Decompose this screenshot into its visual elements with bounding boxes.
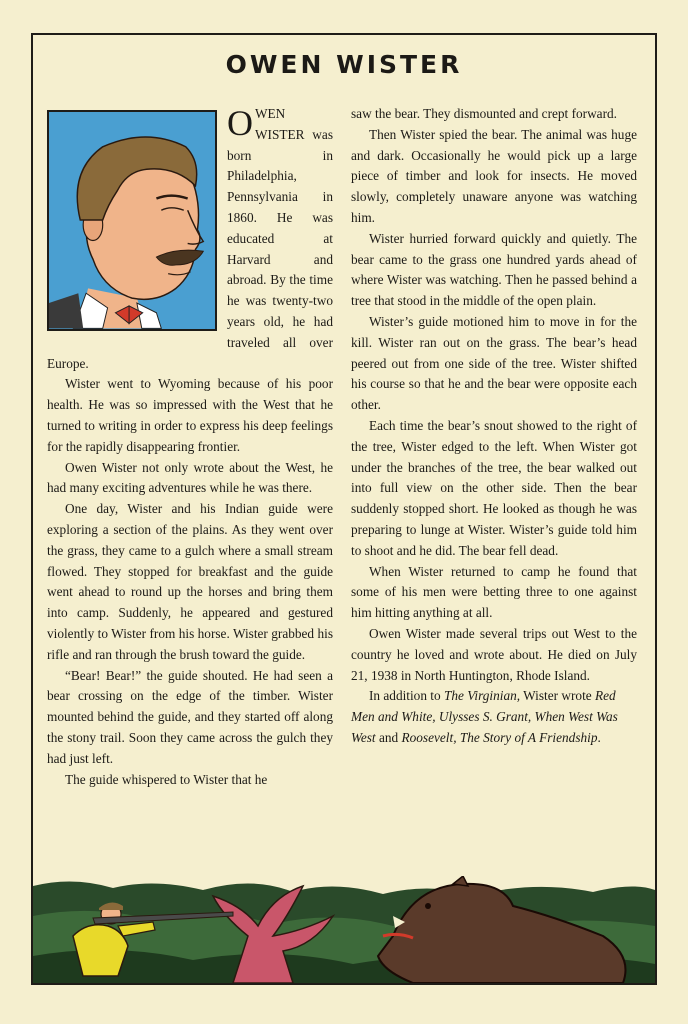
body-paragraph: The guide whispered to Wister that he	[65, 771, 268, 787]
portrait-image	[47, 110, 217, 331]
page-title: OWEN WISTER	[225, 50, 463, 79]
book-title: Roosevelt, The Story of A Friendship	[401, 729, 598, 745]
body-paragraph: When Wister returned to camp he found that some of his men were betting three to one against him hitting anything at all.	[351, 563, 637, 621]
body-paragraph: Wister went to Wyoming because of his poor health. He was so impressed with the West that he turned to writing in order to express his deep feelings for the rapidly disappearing frontier.	[47, 376, 333, 454]
final-connector: Wister wrote	[520, 688, 595, 704]
drop-cap: O	[227, 103, 253, 143]
body-paragraph: Owen Wister not only wrote about the West, he had many exciting adventures while he was there.	[47, 459, 333, 496]
body-paragraph: “Bear! Bear!” the guide shouted. He had seen a bear crossing on the edge of the timber. Wister mounted behind the guide, and they started off along the stony trail. Soon they came across the gulch they had just left.	[47, 667, 333, 766]
hunter-bear-illustration	[33, 876, 655, 983]
body-paragraph: Owen Wister made several trips out West to the country he loved and wrote about. He died on July 21, 1938 in North Huntington, Rhode Island.	[351, 625, 637, 683]
right-column	[351, 104, 637, 749]
final-suffix: .	[597, 729, 601, 745]
continued-paragraph: saw the bear. They dismounted and crept forward.	[351, 106, 617, 121]
final-connector: and	[375, 729, 402, 745]
left-column	[47, 104, 333, 790]
final-prefix: In addition to	[369, 688, 444, 704]
body-paragraph: Wister’s guide motioned him to move in for the kill. Wister ran out on the grass. The bear’s head peered out from one side of the tree. Wister shifted his course so that he and the bear were opposite each other.	[351, 313, 637, 413]
body-paragraph: One day, Wister and his Indian guide were exploring a section of the plains. As they went over the grass, they came to a gulch where a small stream flowed. They stopped for breakfast and the guide went ahead to round up the horses and bring them into camp. Suddenly, he appeared and gestured violently to Wister from his horse. Wister grabbed his rifle and ran through the brush toward the guide.	[47, 501, 333, 662]
book-title: The Virginian,	[443, 688, 521, 704]
body-paragraph: Wister hurried forward quickly and quietly. The bear came to the grass one hundred yards ahead of where Wister was watching. Then he passed behind a tree that stood in the middle of the open plain.	[351, 230, 637, 309]
body-paragraph: Then Wister spied the bear. The animal was huge and dark. Occasionally he would pick up a large piece of timber and look for insects. He moved slowly, completely unaware anyone was watching him.	[351, 126, 637, 225]
intro-text: WEN WISTER was born in Philadelphia, Pennsylvania in 1860. He was educated at Harvard and abroad. By the time he was twenty-two years old, he had traveled all over Europe.	[47, 106, 333, 371]
book-title: Red Men and White, Ulysses S. Grant, When West Was West	[351, 688, 618, 745]
final-paragraph	[351, 686, 637, 748]
hunter-and-bear-scene-icon	[33, 876, 655, 983]
body-paragraph: Each time the bear’s snout showed to the right of the tree, Wister edged to the left. When Wister got under the branches of the tree, the bear walked out into full view on the other side. Then the bear suddenly stopped short. He looked as though he was preparing to lunge at Wister. Wister’s guide told him to shoot and he did. The bear fell dead.	[351, 417, 637, 558]
portrait-icon	[49, 112, 215, 329]
